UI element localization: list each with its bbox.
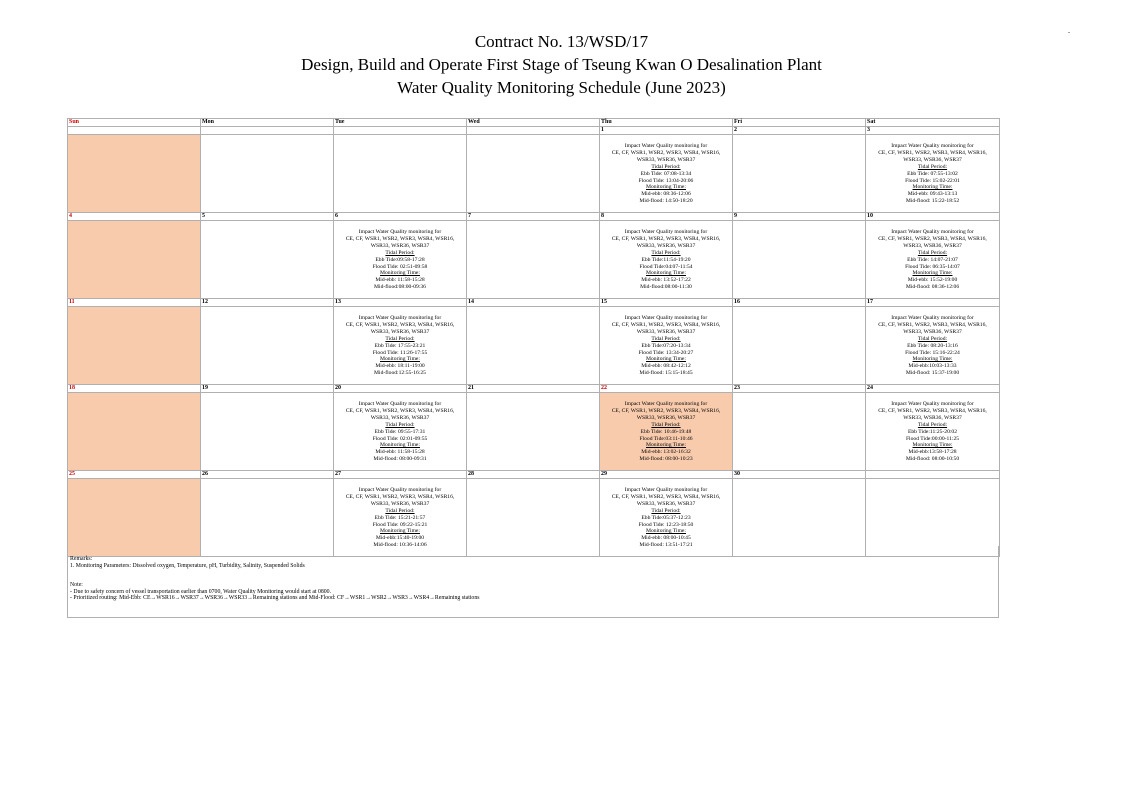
event-heading: Impact Water Quality monitoring for [624, 229, 708, 235]
mid-ebb-time: Mid-ebb:10:03-13:33 [908, 363, 957, 370]
mid-flood-time: Mid-flood:12:55-16:25 [374, 370, 426, 377]
mid-ebb-time: Mid-ebb: 08:36-12:06 [641, 191, 691, 198]
monitoring-event [866, 307, 999, 377]
flood-tide: Flood Tide: 13:34-20:27 [638, 349, 694, 356]
event-stations-cont: WSR33, WSR36, WSR37 [370, 414, 430, 421]
weekday-header-wed: Wed [467, 119, 600, 127]
day-cell [600, 393, 733, 471]
date-number: 13 [334, 299, 467, 307]
event-stations: CE, CF, WSR1, WSR2, WSR3, WSR4, WSR16, [611, 321, 721, 328]
event-heading: Impact Water Quality monitoring for [358, 401, 442, 407]
event-heading: Impact Water Quality monitoring for [624, 143, 708, 149]
date-number [866, 471, 1000, 479]
date-number: 15 [600, 299, 733, 307]
monitoring-time-label: Monitoring Time: [380, 356, 420, 363]
date-number [68, 127, 201, 135]
date-number: 27 [334, 471, 467, 479]
day-cell [467, 393, 600, 471]
mid-flood-time: Mid-flood: 14:50-18:20 [639, 198, 693, 205]
event-stations-cont: WSR33, WSR36, WSR37 [636, 242, 696, 249]
tidal-period-label: Tidal Period: [651, 507, 681, 514]
tidal-period-label: Tidal Period: [385, 249, 415, 256]
date-number: 4 [68, 213, 201, 221]
event-stations: CE, CF, WSR1, WSR2, WSR3, WSR4, WSR16, [345, 235, 455, 242]
event-stations-cont: WSR33, WSR36, WSR37 [370, 328, 430, 335]
day-cell [733, 307, 866, 385]
day-cell [201, 479, 334, 557]
date-number: 9 [733, 213, 866, 221]
event-stations-cont: WSR33, WSR36, WSR37 [636, 328, 696, 335]
date-number: 6 [334, 213, 467, 221]
week-2-date-row [68, 213, 1000, 221]
week-2-event-row [68, 221, 1000, 299]
monitoring-event [334, 479, 466, 549]
monitoring-event [600, 135, 732, 205]
event-heading: Impact Water Quality monitoring for [624, 401, 708, 407]
date-number: 3 [866, 127, 1000, 135]
week-3-event-row [68, 307, 1000, 385]
day-cell [467, 307, 600, 385]
date-number: 14 [467, 299, 600, 307]
day-cell [201, 393, 334, 471]
event-heading: Impact Water Quality monitoring for [624, 315, 708, 321]
mid-flood-time: Mid-flood: 08:00-09:31 [373, 456, 427, 463]
date-number: 10 [866, 213, 1000, 221]
mid-ebb-time: Mid-ebb: 15:52-19:00 [907, 277, 958, 284]
week-4-event-row [68, 393, 1000, 471]
weekday-header-tue: Tue [334, 119, 467, 127]
date-number: 29 [600, 471, 733, 479]
week-5-date-row [68, 471, 1000, 479]
day-cell [467, 479, 600, 557]
date-number: 24 [866, 385, 1000, 393]
day-cell [733, 221, 866, 299]
ebb-tide: Ebb Tide: 14:07-21:07 [907, 256, 958, 263]
mid-ebb-time: Mid-ebb: 08:42-12:12 [641, 363, 691, 370]
event-heading: Impact Water Quality monitoring for [891, 401, 974, 407]
date-number: 11 [68, 299, 201, 307]
title-line-project: Design, Build and Operate First Stage of Tseung Kwan O Desalination Plant [301, 55, 822, 74]
mid-ebb-time: Mid-ebb:13:58-17:28 [908, 449, 957, 456]
event-stations-cont: WSR33, WSR36, WSR37 [903, 328, 962, 335]
document-title [0, 30, 1123, 99]
mid-ebb-time: Mid-ebb: 08:00-10:45 [641, 535, 691, 542]
monitoring-event [866, 221, 999, 291]
monitoring-time-label: Monitoring Time: [380, 442, 420, 449]
date-number: 7 [467, 213, 600, 221]
ebb-tide: Ebb Tide:07:20-13:34 [641, 342, 691, 349]
monitoring-time-label: Monitoring Time: [380, 270, 420, 277]
flood-tide: Flood Tide:03:11-10:46 [639, 435, 693, 442]
monitoring-time-label: Monitoring Time: [912, 442, 953, 449]
day-cell [866, 479, 1000, 557]
mid-ebb-time: Mid-ebb: 09:43-13:13 [907, 191, 958, 198]
tidal-period-label: Tidal Period: [651, 249, 681, 256]
flood-tide: Flood Tide: 06:35-14:07 [905, 263, 960, 270]
tidal-period-label: Tidal Period: [385, 421, 415, 428]
date-number: 16 [733, 299, 866, 307]
tidal-period-label: Tidal Period: [385, 507, 415, 514]
event-stations-cont: WSR33, WSR36, WSR37 [903, 156, 962, 163]
mid-ebb-time: Mid-ebb: 11:58-15:28 [375, 449, 425, 456]
week-1-event-row [68, 135, 1000, 213]
date-number: 5 [201, 213, 334, 221]
tidal-period-label: Tidal Period: [917, 163, 948, 170]
event-stations: CE, CF, WSR1, WSR2, WSR3, WSR4, WSR16, [878, 321, 987, 328]
ebb-tide: Ebb Tide: 07:55-13:02 [907, 170, 958, 177]
monitoring-event [334, 393, 466, 463]
date-number: 1 [600, 127, 733, 135]
monitoring-event [866, 135, 999, 205]
ebb-tide: Ebb Tide:11:54-19:20 [641, 256, 691, 263]
monitoring-time-label: Monitoring Time: [912, 270, 953, 277]
monitoring-event [600, 221, 732, 291]
weekday-header-row [68, 119, 1000, 127]
week-1-date-row [68, 127, 1000, 135]
monitoring-time-label: Monitoring Time: [646, 528, 686, 535]
week-3-date-row [68, 299, 1000, 307]
mid-ebb-time: Mid-ebb: 11:58-15:28 [375, 277, 425, 284]
date-number: 8 [600, 213, 733, 221]
remarks-heading: Remarks: [70, 556, 93, 562]
day-cell [866, 307, 1000, 385]
monitoring-event [334, 307, 466, 377]
flood-tide: Flood Tide: 13:04-20:06 [638, 177, 694, 184]
day-cell [467, 221, 600, 299]
date-number: 28 [467, 471, 600, 479]
mid-flood-time: Mid-flood: 13:51-17:21 [639, 542, 693, 549]
event-stations-cont: WSR33, WSR36, WSR37 [636, 500, 696, 507]
calendar-table [67, 118, 1000, 557]
flood-tide: Flood Tide:04:07-11:54 [639, 263, 693, 270]
day-cell [866, 135, 1000, 213]
day-cell [201, 221, 334, 299]
flood-tide: Flood Tide: 02:51-09:58 [372, 263, 428, 270]
ebb-tide: Ebb Tide: 10:46-19:48 [640, 428, 692, 435]
week-5-event-row [68, 479, 1000, 557]
day-cell [334, 479, 467, 557]
flood-tide: Flood Tide: 02:01-09:55 [372, 435, 428, 442]
mid-ebb-time: Mid-ebb:15:40-19:00 [375, 535, 425, 542]
day-cell [600, 221, 733, 299]
mid-ebb-time: Mid-ebb: 13:52-17:22 [641, 277, 691, 284]
weekday-header-thu: Thu [600, 119, 733, 127]
day-cell [68, 393, 201, 471]
day-cell [68, 221, 201, 299]
ebb-tide: Ebb Tide: 15:21-21:57 [374, 514, 426, 521]
date-number: 21 [467, 385, 600, 393]
date-number: 30 [733, 471, 866, 479]
mid-flood-time: Mid-flood: 08:00-10:23 [639, 456, 693, 463]
remarks-item: 1. Monitoring Parameters: Dissolved oxygen, Temperature, pH, Turbidity, Salinity, Suspended Solids [70, 562, 305, 569]
mid-flood-time: Mid-flood:08:00-11:30 [640, 284, 692, 291]
date-number: 25 [68, 471, 201, 479]
event-stations: CE, CF, WSR1, WSR2, WSR3, WSR4, WSR16, [611, 235, 721, 242]
ebb-tide: Ebb Tide: 07:08-13:34 [640, 170, 692, 177]
tidal-period-label: Tidal Period: [651, 163, 681, 170]
title-line-contract: Contract No. 13/WSD/17 [474, 32, 649, 51]
date-number [467, 127, 600, 135]
event-stations-cont: WSR33, WSR36, WSR37 [370, 242, 430, 249]
day-cell [201, 135, 334, 213]
flood-tide: Flood Tide:00:00-11:25 [905, 435, 960, 442]
event-stations-cont: WSR33, WSR36, WSR37 [370, 500, 430, 507]
mid-flood-time: Mid-flood: 15:22-18:52 [905, 198, 960, 205]
day-cell [201, 307, 334, 385]
date-number [334, 127, 467, 135]
day-cell [600, 135, 733, 213]
event-stations: CE, CF, WSR1, WSR2, WSR3, WSR4, WSR16, [878, 407, 987, 414]
date-number: 19 [201, 385, 334, 393]
week-4-date-row [68, 385, 1000, 393]
monitoring-event [866, 393, 999, 463]
event-heading: Impact Water Quality monitoring for [891, 229, 974, 235]
monitoring-time-label: Monitoring Time: [646, 270, 686, 277]
event-heading: Impact Water Quality monitoring for [891, 315, 974, 321]
date-number: 2 [733, 127, 866, 135]
event-heading: Impact Water Quality monitoring for [358, 315, 442, 321]
date-number: 23 [733, 385, 866, 393]
calendar-body [68, 119, 1000, 557]
title-line-schedule: Water Quality Monitoring Schedule (June 2023) [397, 78, 726, 97]
tidal-period-label: Tidal Period: [917, 249, 948, 256]
tidal-period-label: Tidal Period: [917, 335, 948, 342]
flood-tide: Flood Tide: 11:26-17:55 [372, 349, 428, 356]
weekday-header-mon: Mon [201, 119, 334, 127]
day-cell [733, 479, 866, 557]
note-routing: - Prioritized routing: Mid-Ebb: CE→WSR16→WSR37→WSR36→WSR33→Remaining stations and Mid-Flood: CF→WSR1→WSR2→WSR3→WSR4→Remaining stations [70, 595, 480, 602]
mid-flood-time: Mid-flood: 08:00-10:50 [905, 456, 960, 463]
mid-flood-time: Mid-flood: 10:36-14:06 [373, 542, 427, 549]
ebb-tide: Ebb Tide: 17:55-23:21 [374, 342, 426, 349]
event-stations: CE, CF, WSR1, WSR2, WSR3, WSR4, WSR16, [611, 407, 721, 414]
mid-flood-time: Mid-flood: 08:36-12:06 [905, 284, 960, 291]
day-cell [68, 307, 201, 385]
note-heading: Note: [70, 582, 83, 589]
flood-tide: Flood Tide: 09:22-15:21 [372, 521, 428, 528]
event-stations-cont: WSR33, WSR36, WSR37 [636, 414, 696, 421]
monitoring-event [334, 221, 466, 291]
event-stations: CE, CF, WSR1, WSR2, WSR3, WSR4, WSR16, [878, 149, 987, 156]
weekday-header-sun: Sun [68, 119, 201, 127]
ebb-tide: Ebb Tide:05:37-12:23 [641, 514, 691, 521]
tidal-period-label: Tidal Period: [651, 421, 681, 428]
day-cell [600, 307, 733, 385]
mid-flood-time: Mid-flood: 15:15-18:45 [639, 370, 693, 377]
event-stations: CE, CF, WSR1, WSR2, WSR3, WSR4, WSR16, [611, 149, 721, 156]
day-cell [866, 221, 1000, 299]
monitoring-event [600, 393, 732, 463]
ebb-tide: Ebb Tide:11:25-20:02 [907, 428, 958, 435]
date-number: 20 [334, 385, 467, 393]
event-stations: CE, CF, WSR1, WSR2, WSR3, WSR4, WSR16, [345, 493, 455, 500]
day-cell [733, 393, 866, 471]
flood-tide: Flood Tide: 12:23-18:50 [638, 521, 694, 528]
event-stations-cont: WSR33, WSR36, WSR37 [636, 156, 696, 163]
day-cell [68, 479, 201, 557]
ebb-tide: Ebb Tide: 09:55-17:31 [374, 428, 426, 435]
weekday-header-sat: Sat [866, 119, 1000, 127]
monitoring-time-label: Monitoring Time: [646, 184, 686, 191]
remarks-section [67, 546, 999, 618]
weekday-header-fri: Fri [733, 119, 866, 127]
mid-ebb-time: Mid-ebb: 18:11-19:00 [375, 363, 425, 370]
tidal-period-label: Tidal Period: [385, 335, 415, 342]
ebb-tide: Ebb Tide: 08:20-13:16 [907, 342, 958, 349]
date-number [201, 127, 334, 135]
monitoring-time-label: Monitoring Time: [646, 442, 686, 449]
day-cell [866, 393, 1000, 471]
mid-flood-time: Mid-flood: 15:37-19:00 [905, 370, 960, 377]
corner-mark: . [1068, 26, 1070, 35]
note-safety: - Due to safety concern of vessel transportation earlier than 0700, Water Quality Monitoring would start at 0800. [70, 588, 332, 595]
date-number: 26 [201, 471, 334, 479]
tidal-period-label: Tidal Period: [917, 421, 948, 428]
ebb-tide: Ebb Tide:09:58-17:28 [375, 256, 425, 263]
event-heading: Impact Water Quality monitoring for [891, 143, 974, 149]
day-cell [334, 307, 467, 385]
monitoring-time-label: Monitoring Time: [380, 528, 420, 535]
monitoring-event [600, 307, 732, 377]
event-stations: CE, CF, WSR1, WSR2, WSR3, WSR4, WSR16, [345, 321, 455, 328]
event-stations: CE, CF, WSR1, WSR2, WSR3, WSR4, WSR16, [878, 235, 987, 242]
event-stations-cont: WSR33, WSR36, WSR37 [903, 414, 962, 421]
monitoring-time-label: Monitoring Time: [646, 356, 686, 363]
event-heading: Impact Water Quality monitoring for [358, 487, 442, 493]
date-number: 12 [201, 299, 334, 307]
event-stations: CE, CF, WSR1, WSR2, WSR3, WSR4, WSR16, [345, 407, 455, 414]
date-number: 22 [600, 385, 733, 393]
monitoring-time-label: Monitoring Time: [912, 184, 953, 191]
date-number: 17 [866, 299, 1000, 307]
day-cell [334, 393, 467, 471]
event-heading: Impact Water Quality monitoring for [358, 229, 442, 235]
monitoring-event [600, 479, 732, 549]
day-cell [600, 479, 733, 557]
day-cell [334, 135, 467, 213]
tidal-period-label: Tidal Period: [651, 335, 681, 342]
event-heading: Impact Water Quality monitoring for [624, 487, 708, 493]
day-cell [68, 135, 201, 213]
flood-tide: Flood Tide: 15:02-22:01 [905, 177, 960, 184]
event-stations-cont: WSR33, WSR36, WSR37 [903, 242, 962, 249]
date-number: 18 [68, 385, 201, 393]
mid-ebb-time: Mid-ebb: 13:02-16:32 [641, 449, 691, 456]
mid-flood-time: Mid-flood:08:00-09:36 [374, 284, 426, 291]
event-stations: CE, CF, WSR1, WSR2, WSR3, WSR4, WSR16, [611, 493, 721, 500]
monitoring-time-label: Monitoring Time: [912, 356, 953, 363]
day-cell [334, 221, 467, 299]
day-cell [467, 135, 600, 213]
flood-tide: Flood Tide: 15:16-22:24 [905, 349, 960, 356]
day-cell [733, 135, 866, 213]
